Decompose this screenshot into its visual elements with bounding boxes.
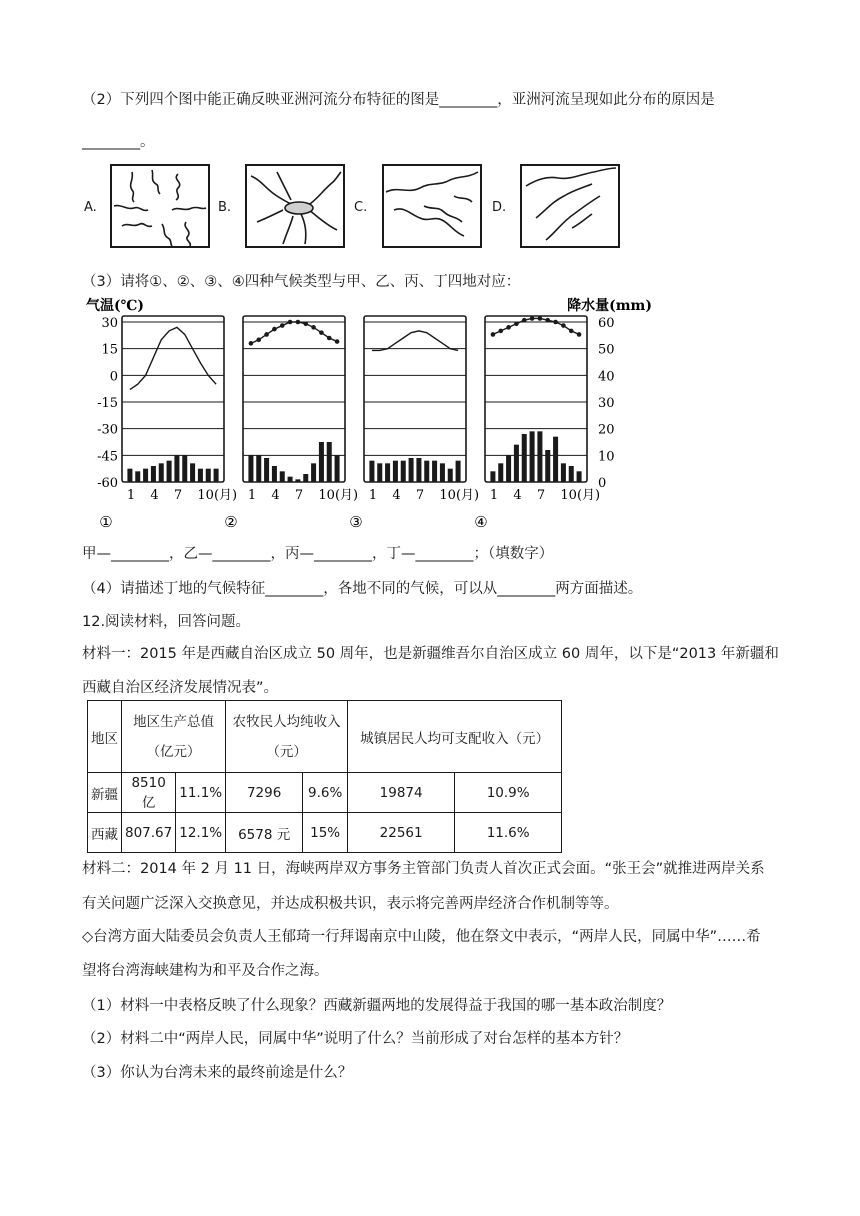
cell-region: 西藏: [88, 813, 122, 853]
cell-gdp: 8510 亿: [122, 773, 176, 813]
precip-bar: [545, 450, 550, 482]
precip-bar: [135, 471, 140, 482]
temperature-line: [493, 318, 579, 334]
y-left-tick-label: 30: [101, 316, 118, 331]
river-map-a[interactable]: [110, 164, 210, 248]
x-tick-label: 4: [150, 488, 159, 503]
y-left-tick-label: 15: [101, 342, 118, 358]
precip-bar: [206, 469, 211, 482]
panel-frame: [122, 316, 224, 482]
river-map-d[interactable]: [520, 164, 620, 248]
precip-bar: [432, 461, 437, 482]
temperature-point: [296, 320, 301, 325]
temperature-point: [514, 321, 519, 326]
th-urban: 城镇居民人均可支配收入（元）: [348, 701, 562, 773]
economy-table: [87, 700, 562, 853]
cell-rural: 7296: [226, 773, 303, 813]
cell-region: 新疆: [88, 773, 122, 813]
q12-title: 12.阅读材料，回答问题。: [82, 614, 251, 630]
precip-bar: [159, 463, 164, 482]
question-3: （3）你认为台湾未来的最终前途是什么？: [82, 1065, 353, 1081]
y-left-tick-label: -30: [97, 422, 118, 438]
temperature-point: [538, 316, 543, 321]
q4-text: （4）请描述丁地的气候特征________，各地不同的气候，可以从________两方面描述。: [82, 581, 643, 597]
table-row: [88, 813, 562, 853]
y-right-tick-label: 0: [598, 476, 607, 491]
y-right-tick-label: 50: [598, 342, 615, 358]
precip-bar: [256, 455, 261, 482]
y-right-tick-label: 20: [598, 422, 615, 438]
precip-bar: [577, 471, 582, 482]
option-b-label: B.: [218, 200, 232, 215]
precip-bar: [369, 461, 374, 482]
precip-bar: [440, 463, 445, 482]
precip-bar: [530, 431, 535, 482]
precip-bar: [553, 437, 558, 482]
precip-bar: [151, 466, 156, 482]
q2-line1: （2）下列四个图中能正确反映亚洲河流分布特征的图是________，亚洲河流呈现如此分布的原因是: [82, 92, 715, 108]
precip-bar: [280, 471, 285, 482]
precip-bar: [214, 469, 219, 482]
climate-charts: [86, 294, 666, 534]
climate-panel-1: [99, 316, 237, 531]
x-tick-label: 10(月): [318, 488, 359, 503]
th-gdp-line1: 地区生产总值: [133, 713, 215, 730]
y-left-tick-label: -15: [97, 396, 118, 411]
panel-frame: [364, 316, 466, 482]
precip-bar: [424, 461, 429, 482]
precip-bar: [385, 463, 390, 482]
precip-bar: [561, 463, 566, 482]
cell-gdp-growth: 12.1%: [176, 813, 226, 853]
option-a-label: A.: [84, 200, 97, 215]
climate-panel-2: [224, 316, 358, 531]
temperature-point: [530, 316, 535, 321]
climate-charts-svg: [86, 294, 666, 534]
question-2: （2）材料二中“两岸人民，同属中华”说明了什么？当前形成了对台怎样的基本方针？: [82, 1031, 629, 1047]
precip-bar: [190, 463, 195, 482]
precip-bar: [198, 469, 203, 482]
y-left-tick-label: -60: [97, 476, 118, 491]
precip-bar: [522, 434, 527, 482]
x-tick-label: 4: [392, 488, 401, 503]
x-tick-label: 1: [489, 488, 499, 503]
th-gdp-line2: （亿元）: [146, 743, 201, 760]
river-map-c[interactable]: [382, 164, 482, 248]
temperature-point: [303, 321, 308, 326]
temperature-point: [249, 341, 254, 346]
x-tick-label: 7: [536, 488, 546, 503]
option-c-label: C.: [354, 200, 368, 215]
precip-bar: [409, 458, 414, 482]
temperature-point: [506, 325, 511, 330]
precip-bar: [182, 455, 187, 482]
table-row: [88, 773, 562, 813]
x-tick-label: 10(月): [439, 488, 480, 503]
temperature-point: [553, 320, 558, 325]
material3-line2: 望将台湾海峡建构为和平及合作之海。: [82, 963, 329, 979]
temperature-line: [130, 327, 216, 389]
precip-bar: [569, 466, 574, 482]
precip-bar: [327, 442, 332, 482]
precip-bar: [174, 455, 179, 482]
temperature-point: [561, 323, 566, 328]
temperature-line: [372, 331, 458, 351]
th-rural: [226, 701, 348, 773]
precip-bar: [127, 469, 132, 482]
precip-bar: [335, 455, 340, 482]
material3-line1: ◇台湾方面大陆委员会负责人王郁琦一行拜谒南京中山陵，他在祭文中表示，“两岸人民，同属中华”……希: [82, 929, 761, 945]
y-left-axis-label: 气温(℃): [86, 298, 145, 314]
material1-line1: 材料一：2015 年是西藏自治区成立 50 周年，也是新疆维吾尔自治区成立 60 周年，以下是“2013 年新疆和: [82, 646, 779, 662]
cell-gdp: 807.67: [122, 813, 176, 853]
precip-bar: [416, 458, 421, 482]
panel-id-label: ③: [349, 513, 363, 531]
climate-panel-3: [349, 316, 479, 531]
climate-panel-4: [474, 316, 600, 531]
precip-bar: [490, 471, 495, 482]
th-rural-line2: （元）: [266, 743, 307, 760]
th-rural-line1: 农牧民人均纯收入: [232, 713, 341, 730]
cell-urban: 22561: [348, 813, 455, 853]
x-tick-label: 7: [294, 488, 304, 503]
precip-bar: [456, 461, 461, 482]
x-tick-label: 7: [415, 488, 425, 503]
x-tick-label: 4: [271, 488, 280, 503]
temperature-point: [569, 329, 574, 334]
x-tick-label: 1: [247, 488, 257, 503]
precip-bar: [537, 431, 542, 482]
cell-urban-growth: 10.9%: [455, 773, 562, 813]
temperature-point: [288, 320, 293, 325]
option-d-label: D.: [492, 200, 507, 215]
cell-gdp-growth: 11.1%: [176, 773, 226, 813]
question-1: （1）材料一中表格反映了什么现象？西藏新疆两地的发展得益于我国的哪一基本政治制度？: [82, 998, 672, 1014]
x-tick-label: 7: [173, 488, 183, 503]
cell-urban: 19874: [348, 773, 455, 813]
temperature-point: [256, 337, 261, 342]
material2-line1: 材料二：2014 年 2 月 11 日，海峡两岸双方事务主管部门负责人首次正式会面。“张王会”就推进两岸关系: [82, 861, 765, 877]
temperature-point: [272, 327, 277, 332]
material1-line2: 西藏自治区经济发展情况表”。: [82, 680, 279, 696]
panel-id-label: ④: [474, 513, 488, 531]
x-tick-label: 1: [368, 488, 378, 503]
cell-rural-growth: 15%: [303, 813, 348, 853]
precip-bar: [248, 455, 253, 482]
precip-bar: [272, 466, 277, 482]
y-right-tick-label: 30: [598, 396, 615, 411]
temperature-point: [491, 332, 496, 337]
temperature-point: [545, 318, 550, 323]
precip-bar: [498, 463, 503, 482]
precip-bar: [295, 479, 300, 482]
precip-bar: [288, 477, 293, 482]
precip-bar: [303, 474, 308, 482]
temperature-point: [335, 339, 340, 344]
th-region: 地区: [88, 701, 122, 773]
precip-bar: [319, 442, 324, 482]
temperature-point: [311, 325, 316, 330]
cell-urban-growth: 11.6%: [455, 813, 562, 853]
precip-bar: [311, 463, 316, 482]
y-right-tick-label: 60: [598, 316, 615, 331]
cell-rural-growth: 9.6%: [303, 773, 348, 813]
precip-bar: [448, 469, 453, 482]
temperature-point: [577, 332, 582, 337]
precip-bar: [167, 461, 172, 482]
x-tick-label: 1: [126, 488, 136, 503]
precip-bar: [393, 461, 398, 482]
x-tick-label: 10(月): [197, 488, 238, 503]
panel-id-label: ②: [224, 513, 238, 531]
y-right-axis-label: 降水量(mm): [567, 298, 652, 314]
x-tick-label: 4: [513, 488, 522, 503]
temperature-point: [498, 329, 503, 334]
y-left-tick-label: 0: [109, 369, 118, 385]
temperature-point: [280, 323, 285, 328]
q2-line2: ________。: [82, 134, 155, 150]
y-right-tick-label: 40: [598, 369, 615, 385]
precip-bar: [143, 469, 148, 482]
panel-frame: [485, 316, 587, 482]
material2-line2: 有关问题广泛深入交换意见，并达成积极共识，表示将完善两岸经济合作机制等等。: [82, 896, 619, 912]
temperature-point: [327, 336, 332, 341]
y-left-tick-label: -45: [97, 449, 118, 465]
precip-bar: [514, 445, 519, 482]
panel-id-label: ①: [99, 513, 113, 531]
y-right-tick-label: 10: [598, 449, 615, 465]
precip-bar: [264, 458, 269, 482]
river-map-b[interactable]: [245, 164, 345, 248]
q3-text: （3）请将①、②、③、④四种气候类型与甲、乙、丙、丁四地对应：: [82, 274, 521, 290]
x-tick-label: 10(月): [560, 488, 601, 503]
precip-bar: [377, 463, 382, 482]
q3-fill-line: 甲—________，乙—________，丙—________，丁—________；（填数字）: [82, 546, 554, 562]
cell-rural: 6578 元: [226, 813, 303, 853]
precip-bar: [401, 461, 406, 482]
temperature-point: [264, 332, 269, 337]
temperature-point: [319, 330, 324, 335]
temperature-line: [251, 322, 337, 343]
th-gdp: [122, 701, 226, 773]
temperature-point: [522, 318, 527, 323]
precip-bar: [506, 455, 511, 482]
